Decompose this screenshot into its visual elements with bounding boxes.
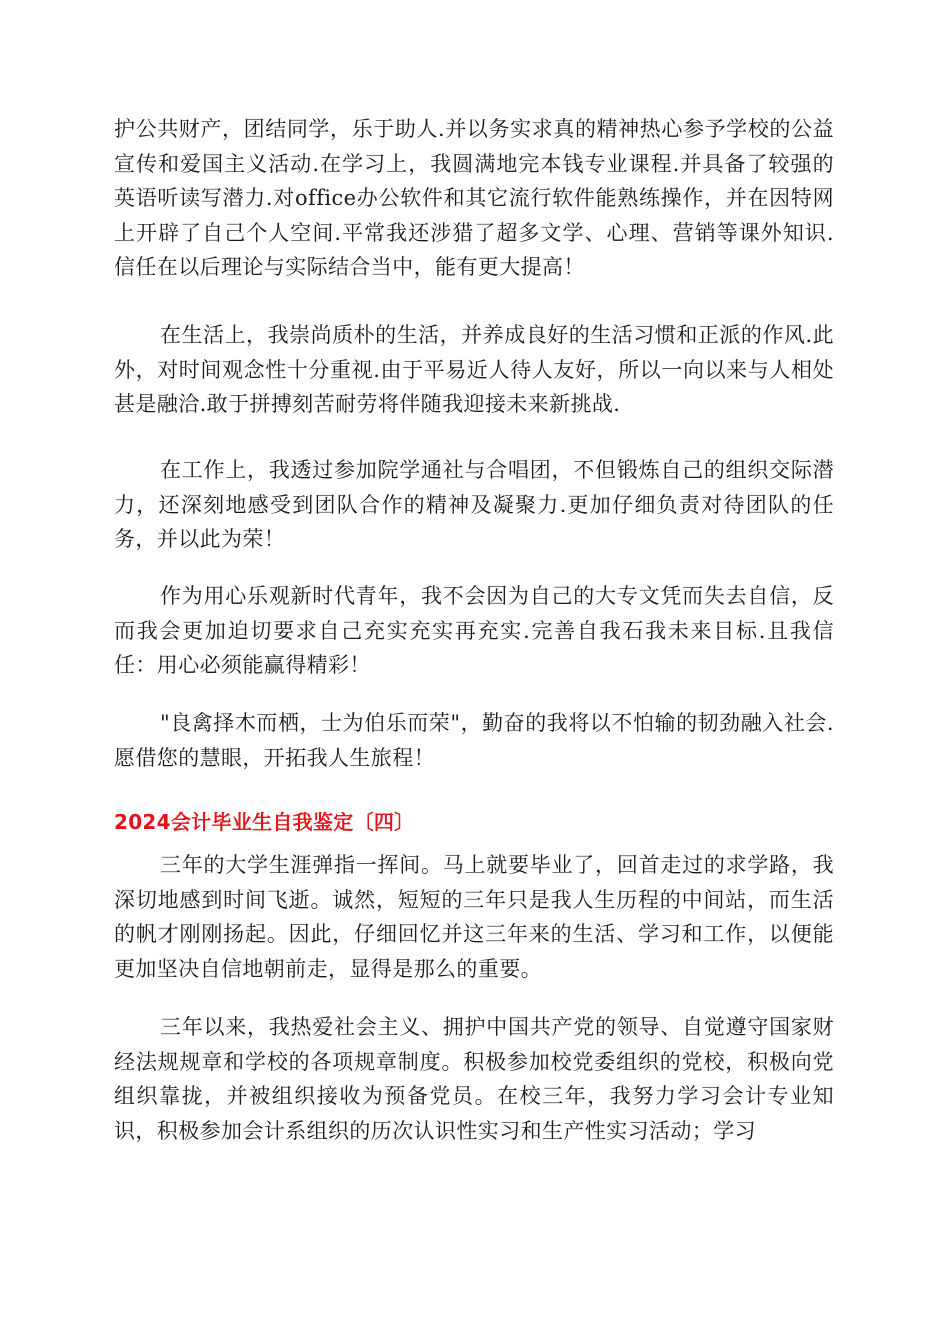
paragraph-political-study: 三年以来，我热爱社会主义、拥护中国共产党的领导、自觉遵守国家财经法规规章和学校的各项规章制度。积极参加校党委组织的党校，积极向党组织靠拢，并被组织接收为预备党员。在校三年，我努力学习会计专业知识，积极参加会计系组织的历次认识性实习和生产性实习活动；学习 (114, 1015, 834, 1143)
paragraph-life: 在生活上，我崇尚质朴的生活，并养成良好的生活习惯和正派的作风.此外，对时间观念性十分重视.由于平易近人待人友好，所以一向以来与人相处甚是融洽.敢于拼搏刻苦耐劳将伴随我迎接未来新挑战. (114, 323, 834, 416)
paragraph-attitude: 作为用心乐观新时代青年，我不会因为自己的大专文凭而失去自信，反而我会更加迫切要求自己充实充实再充实.完善自我石我未来目标.且我信任：用心必须能赢得精彩！ (114, 584, 834, 677)
paragraph-college-years: 三年的大学生涯弹指一挥间。马上就要毕业了，回首走过的求学路，我深切地感到时间飞逝。诚然，短短的三年只是我人生历程的中间站，而生活的帆才刚刚扬起。因此，仔细回忆并这三年来的生活、学习和工作，以便能更加坚决自信地朝前走，显得是那么的重要。 (114, 853, 834, 981)
paragraph-study-continued: 护公共财产，团结同学，乐于助人.并以务实求真的精神热心参予学校的公益宣传和爱国主义活动.在学习上，我圆满地完本钱专业课程.并具备了较强的英语听读写潜力.对office办公软件和其它流行软件能熟练操作，并在因特网上开辟了自己个人空间.平常我还涉猎了超多文学、心理、营销等课外知识.信任在以后理论与实际结合当中，能有更大提高！ (114, 117, 834, 279)
paragraph-work: 在工作上，我透过参加院学通社与合唱团，不但锻炼自己的组织交际潜力，还深刻地感受到团队合作的精神及凝聚力.更加仔细负责对待团队的任务，并以此为荣！ (114, 458, 834, 551)
paragraph-closing-quote: "良禽择木而栖，士为伯乐而荣"，勤奋的我将以不怕输的韧劲融入社会.愿借您的慧眼，开拓我人生旅程！ (114, 711, 834, 770)
section-heading: 2024会计毕业生自我鉴定〔四〕 (114, 810, 415, 834)
